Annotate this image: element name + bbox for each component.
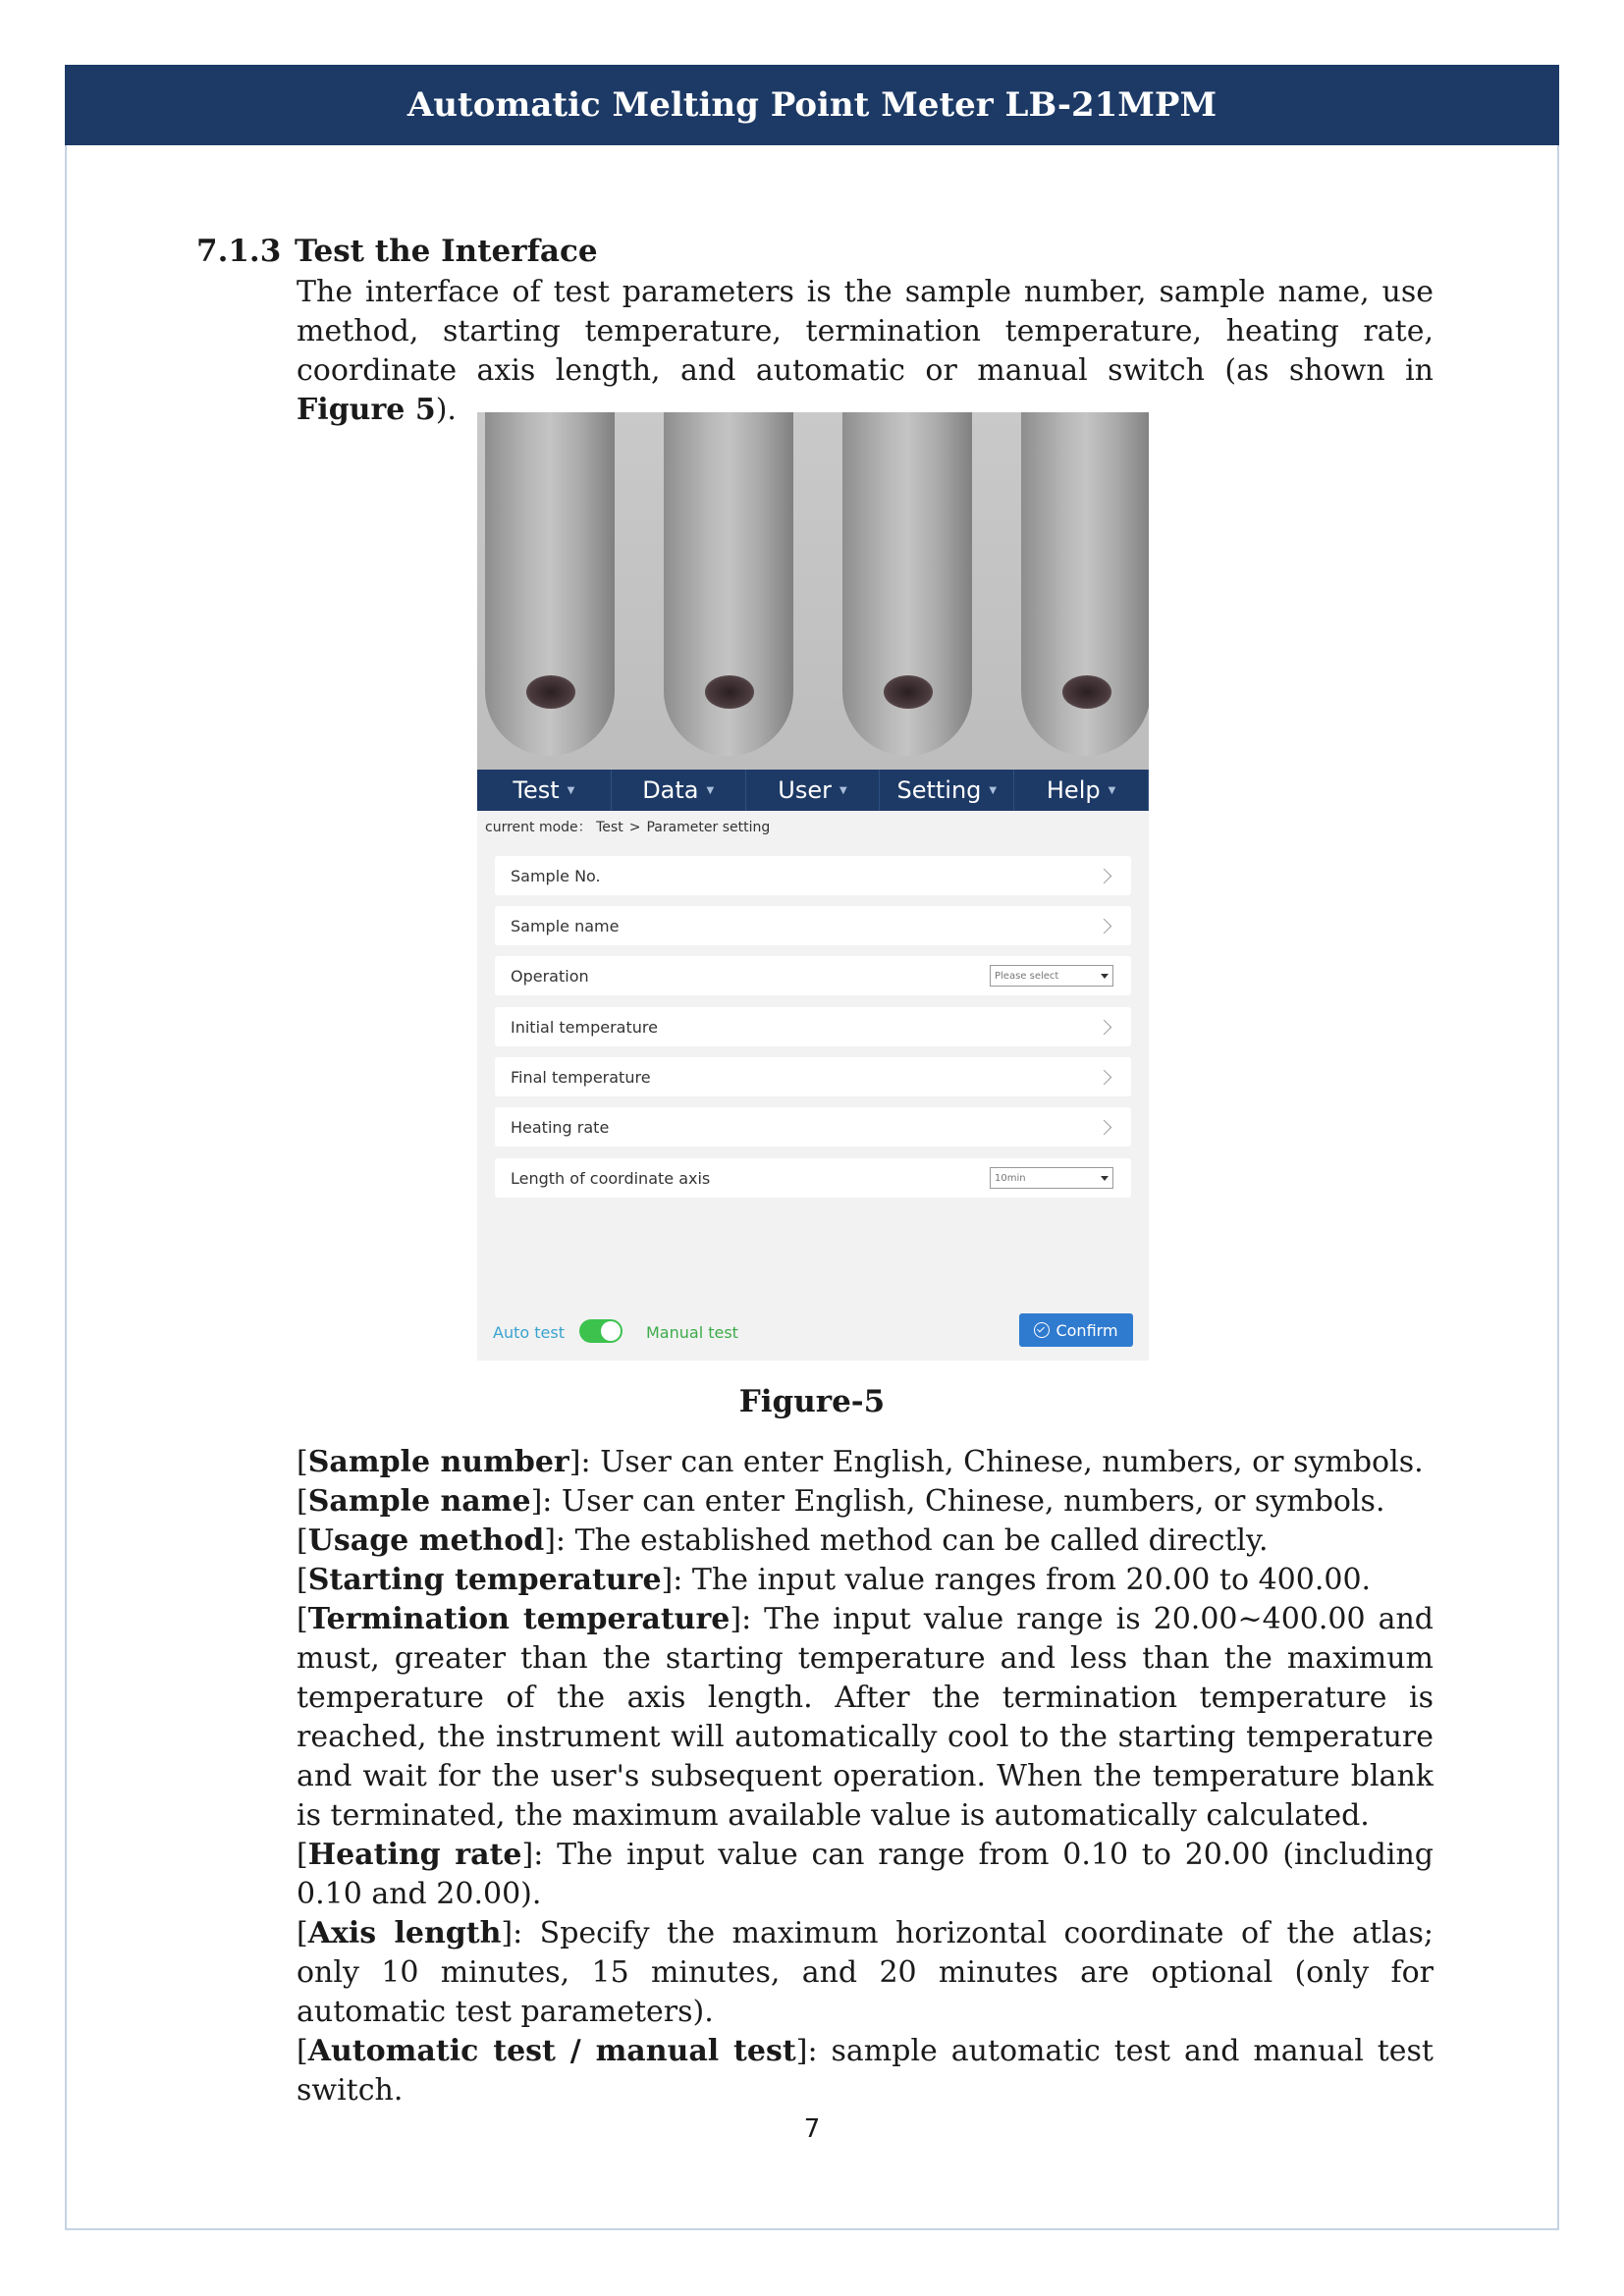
menu-setting[interactable] [880, 770, 1014, 811]
desc-usage-method: [Usage method]: The established method can be called directly. [297, 1523, 1269, 1558]
sample-tube [1021, 412, 1149, 756]
row-heating-rate[interactable] [495, 1107, 1131, 1147]
row-label: Sample No. [511, 866, 601, 885]
intro-paragraph [297, 273, 1434, 430]
row-label: Heating rate [511, 1117, 610, 1137]
menu-label: Data [642, 776, 699, 804]
chevron-down-icon: ▼ [989, 784, 998, 796]
chevron-down-icon: ▼ [706, 784, 715, 796]
desc-heating-rate: [Heating rate]: The input value can range from 0.10 to 20.00 (including 0.10 and 20.00). [297, 1838, 1435, 1911]
section-title: Test the Interface [295, 234, 598, 269]
menu-data[interactable] [612, 770, 746, 811]
desc-axis-length: [Axis length]: Specify the maximum horizontal coordinate of the atlas; only 10 minutes, 15 minutes, and 20 minutes are optional (only for automatic test parameters). [297, 1916, 1434, 2029]
row-label: Operation [511, 966, 589, 986]
chevron-down-icon: ▼ [1108, 784, 1116, 796]
chevron-right-icon [1097, 868, 1112, 883]
sample-tubes-photo [477, 412, 1149, 770]
menu-test[interactable] [477, 770, 612, 811]
chevron-right-icon [1097, 1019, 1112, 1035]
chevron-right-icon [1097, 918, 1112, 934]
row-operation [495, 956, 1131, 995]
dropdown-arrow-icon [1101, 974, 1109, 979]
intro-text: The interface of test parameters is the sample number, sample name, use method, starting temperature, termination temperature, heating rate, coordinate axis length, and automatic or manual switch (as shown in [297, 275, 1434, 388]
desc-text: : The established method can be called directly. [555, 1523, 1269, 1558]
intro-end: ). [435, 393, 457, 427]
figure-reference: Figure 5 [297, 393, 436, 427]
row-sample-name[interactable] [495, 906, 1131, 945]
section-heading [196, 234, 598, 269]
toggle-knob [601, 1321, 621, 1341]
menu-help[interactable] [1014, 770, 1149, 811]
current-mode-breadcrumb [485, 817, 770, 836]
breadcrumb-parameter-setting: Parameter setting [646, 820, 771, 835]
chevron-right-icon [1097, 1119, 1112, 1135]
menu-label: Setting [896, 776, 982, 804]
sample-tube [664, 412, 793, 756]
row-label: Final temperature [511, 1067, 651, 1087]
desc-term: Starting temperature [307, 1563, 662, 1597]
select-value: 10min [995, 1172, 1026, 1184]
desc-text: : The input value can range from 0.10 to 20.00 (including 0.10 and 20.00). [297, 1838, 1435, 1911]
desc-starting-temperature: [Starting temperature]: The input value ranges from 20.00 to 400.00. [297, 1563, 1372, 1597]
dropdown-arrow-icon [1101, 1176, 1109, 1181]
menu-label: User [778, 776, 832, 804]
desc-term: Axis length [307, 1916, 502, 1950]
desc-text: : User can enter English, Chinese, numbers, or symbols. [542, 1484, 1385, 1519]
page-number: 7 [803, 2114, 821, 2144]
chevron-right-icon [1097, 1069, 1112, 1085]
confirm-button[interactable] [1019, 1313, 1133, 1347]
desc-termination-temperature: [Termination temperature]: The input value range is 20.00~400.00 and must, greater than the starting temperature and less than the maximum temperature of the axis length. After the termination temperature is reached, the instrument will automatically cool to the starting temperature and wait for the user's subsequent operation. When the temperature blank is terminated, the maximum available value is automatically calculated. [297, 1602, 1434, 1833]
menu-label: Test [513, 776, 560, 804]
row-label: Initial temperature [511, 1017, 658, 1037]
auto-manual-toggle[interactable] [579, 1319, 623, 1343]
row-sample-no[interactable] [495, 856, 1131, 895]
manual-test-label: Manual test [646, 1323, 738, 1342]
desc-text: : Specify the maximum horizontal coordinate of the atlas; only 10 minutes, 15 minutes, and 20 minutes are optional (only for automatic test parameters). [297, 1916, 1434, 2029]
select-value: Please select [995, 970, 1059, 982]
desc-text: : User can enter English, Chinese, numbers, or symbols. [580, 1445, 1424, 1479]
section-number: 7.1.3 [196, 234, 282, 269]
sample-tube [485, 412, 615, 756]
desc-sample-number: [Sample number]: User can enter English, Chinese, numbers, or symbols. [297, 1445, 1424, 1479]
row-initial-temperature[interactable] [495, 1007, 1131, 1046]
breadcrumb-separator: > [628, 820, 641, 835]
desc-text: : sample automatic test and manual test switch. [297, 2034, 1434, 2108]
sample-dot [526, 675, 575, 709]
breadcrumb-test: Test [596, 820, 623, 835]
desc-text: : The input value range is 20.00~400.00 and must, greater than the starting temperature and less than the maximum temperature of the axis length. After the termination temperature is reached, the instrument will automatically cool to the starting temperature and wait for the user's subsequent operation. When the temperature blank is terminated, the maximum available value is automatically calculated. [297, 1602, 1434, 1833]
menu-user[interactable] [746, 770, 881, 811]
chevron-down-icon: ▼ [567, 784, 575, 796]
menu-label: Help [1046, 776, 1101, 804]
axis-length-select[interactable] [990, 1167, 1113, 1189]
desc-term: Sample number [307, 1445, 569, 1479]
document-header: Automatic Melting Point Meter LB-21MPM [65, 65, 1559, 145]
parameter-descriptions [297, 1443, 1434, 2110]
confirm-label: Confirm [1056, 1320, 1118, 1340]
mode-label: current mode： [485, 820, 592, 835]
chevron-down-icon: ▼ [839, 784, 847, 796]
row-label: Sample name [511, 916, 620, 935]
desc-term: Heating rate [307, 1838, 522, 1872]
desc-text: : The input value ranges from 20.00 to 400.00. [673, 1563, 1372, 1597]
sample-dot [705, 675, 754, 709]
desc-term: Termination temperature [307, 1602, 731, 1636]
desc-term: Automatic test / manual test [307, 2034, 796, 2068]
operation-select[interactable] [990, 965, 1113, 987]
figure-5-screenshot [477, 412, 1149, 1361]
desc-term: Sample name [307, 1484, 531, 1519]
auto-test-label: Auto test [493, 1323, 565, 1342]
desc-term: Usage method [307, 1523, 545, 1558]
sample-dot [884, 675, 933, 709]
app-menu-bar [477, 770, 1149, 811]
figure-caption: Figure-5 [738, 1384, 886, 1419]
desc-auto-manual-test: [Automatic test / manual test]: sample automatic test and manual test switch. [297, 2034, 1434, 2108]
desc-sample-name: [Sample name]: User can enter English, Chinese, numbers, or symbols. [297, 1484, 1385, 1519]
sample-dot [1062, 675, 1111, 709]
row-axis-length [495, 1158, 1131, 1198]
sample-tube [842, 412, 972, 756]
check-circle-icon [1034, 1322, 1050, 1338]
row-final-temperature[interactable] [495, 1057, 1131, 1096]
row-label: Length of coordinate axis [511, 1168, 711, 1188]
